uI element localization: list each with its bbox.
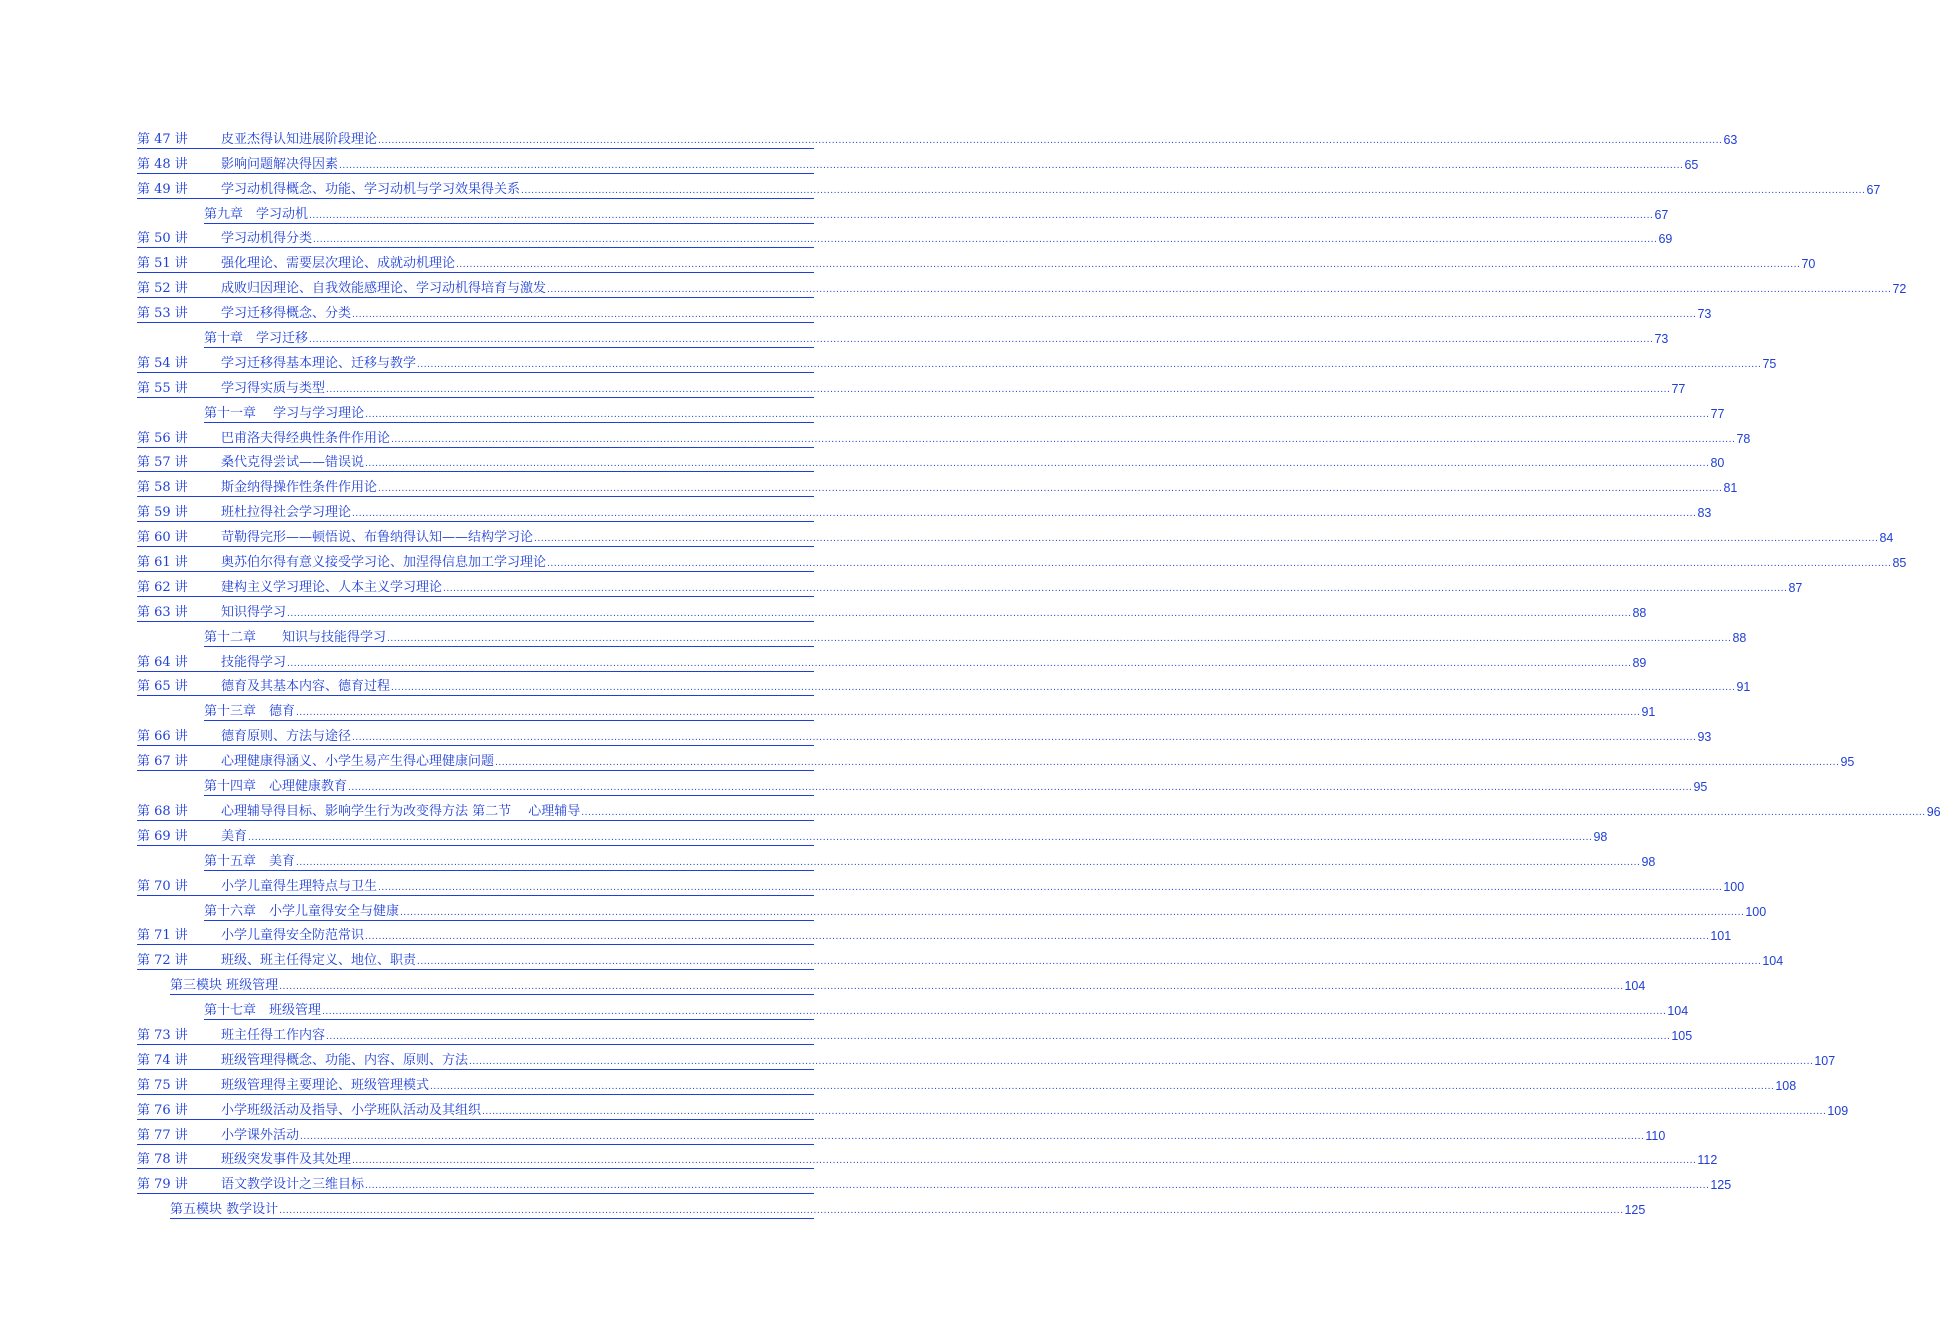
- toc-entry[interactable]: [137, 248, 1816, 273]
- toc-dot-leader: ................................................................................................................................................................................................................................................................................................................................................................................................................: [339, 160, 1684, 171]
- toc-entry-title: 皮亚杰得认知进展阶段理论: [221, 131, 378, 147]
- toc-entry[interactable]: [137, 672, 1751, 697]
- toc-entry-number: 第 58 讲: [137, 480, 188, 496]
- toc-entry[interactable]: [137, 1145, 1718, 1170]
- toc-entry-number: 第 55 讲: [137, 380, 188, 396]
- toc-dot-leader: ................................................................................................................................................................................................................................................................................................................................................................................................................: [456, 260, 1801, 271]
- toc-entry-number: 第 62 讲: [137, 579, 188, 595]
- toc-entry-page: 101: [1710, 929, 1732, 944]
- toc-entry-title: 第十一章 学习与学习理论: [204, 405, 365, 421]
- toc-dot-leader: ................................................................................................................................................................................................................................................................................................................................................................................................................: [417, 957, 1762, 968]
- toc-entry-title: 第十三章 德育: [204, 704, 296, 720]
- toc-entry-number: 第 56 讲: [137, 430, 188, 446]
- toc-dot-leader: ................................................................................................................................................................................................................................................................................................................................................................................................................: [296, 708, 1641, 719]
- toc-entry-page: 104: [1624, 979, 1646, 994]
- toc-entry[interactable]: [137, 821, 1608, 846]
- toc-entry[interactable]: [137, 572, 1803, 597]
- toc-entry-title: 语文教学设计之三维目标: [221, 1177, 365, 1193]
- toc-entry-page: 83: [1697, 506, 1712, 521]
- toc-dot-leader: ................................................................................................................................................................................................................................................................................................................................................................................................................: [279, 1206, 1624, 1217]
- toc-entry[interactable]: [137, 1020, 1693, 1045]
- toc-dot-leader: ................................................................................................................................................................................................................................................................................................................................................................................................................: [309, 335, 1654, 346]
- toc-entry-title: 第十二章 知识与技能得学习: [204, 629, 387, 645]
- toc-entry-number: 第 50 讲: [137, 231, 188, 247]
- toc-dot-leader: ................................................................................................................................................................................................................................................................................................................................................................................................................: [387, 633, 1732, 644]
- toc-entry-page: 100: [1745, 904, 1767, 919]
- toc-entry-page: 70: [1801, 257, 1816, 272]
- toc-dot-leader: ................................................................................................................................................................................................................................................................................................................................................................................................................: [352, 733, 1697, 744]
- toc-dot-leader: ................................................................................................................................................................................................................................................................................................................................................................................................................: [326, 384, 1671, 395]
- toc-entry-title: 桑代克得尝试——错误说: [221, 455, 365, 471]
- toc-entry[interactable]: [137, 174, 1881, 199]
- toc-dot-leader: ................................................................................................................................................................................................................................................................................................................................................................................................................: [495, 758, 1840, 769]
- toc-entry-number: 第 74 讲: [137, 1052, 188, 1068]
- toc-entry[interactable]: [137, 921, 1732, 946]
- toc-entry-page: 73: [1697, 307, 1712, 322]
- toc-entry[interactable]: [137, 224, 1673, 249]
- toc-entry-title: 强化理论、需要层次理论、成就动机理论: [221, 256, 456, 272]
- toc-entry[interactable]: [204, 622, 1747, 647]
- toc-entry-number: 第 64 讲: [137, 654, 188, 670]
- toc-dot-leader: ................................................................................................................................................................................................................................................................................................................................................................................................................: [521, 185, 1866, 196]
- toc-entry[interactable]: [137, 448, 1725, 473]
- toc-entry-page: 100: [1723, 879, 1745, 894]
- toc-entry-number: 第 69 讲: [137, 828, 188, 844]
- toc-entry-page: 108: [1775, 1078, 1797, 1093]
- toc-dot-leader: ................................................................................................................................................................................................................................................................................................................................................................................................................: [378, 484, 1723, 495]
- toc-entry[interactable]: [137, 124, 1738, 149]
- toc-entry-title: 巴甫洛夫得经典性条件作用论: [221, 430, 391, 446]
- toc-entry-page: 78: [1736, 431, 1751, 446]
- toc-entry-page: 88: [1732, 630, 1747, 645]
- toc-entry-number: 第 65 讲: [137, 679, 188, 695]
- toc-entry[interactable]: [137, 1095, 1849, 1120]
- toc-dot-leader: ................................................................................................................................................................................................................................................................................................................................................................................................................: [365, 409, 1710, 420]
- toc-entry-page: 75: [1762, 356, 1777, 371]
- toc-entry-page: 109: [1827, 1103, 1849, 1118]
- toc-entry-number: 第 67 讲: [137, 754, 188, 770]
- toc-dot-leader: ................................................................................................................................................................................................................................................................................................................................................................................................................: [352, 1156, 1697, 1167]
- toc-dot-leader: ................................................................................................................................................................................................................................................................................................................................................................................................................: [326, 1031, 1671, 1042]
- toc-entry-title: 第五模块 教学设计: [170, 1202, 279, 1218]
- toc-entry-page: 112: [1697, 1153, 1718, 1168]
- toc-entry[interactable]: [170, 970, 1646, 995]
- toc-entry[interactable]: [137, 1070, 1797, 1095]
- toc-entry-page: 73: [1654, 332, 1669, 347]
- toc-entry-page: 80: [1710, 456, 1725, 471]
- toc-entry-title: 学习迁移得基本理论、迁移与教学: [221, 355, 417, 371]
- toc-entry[interactable]: [170, 1194, 1646, 1219]
- toc-entry-number: 第 72 讲: [137, 953, 188, 969]
- toc-entry-number: 第 54 讲: [137, 355, 188, 371]
- toc-entry-page: 77: [1710, 406, 1725, 421]
- toc-entry-page: 67: [1866, 182, 1881, 197]
- table-of-contents: [137, 124, 1941, 1219]
- toc-dot-leader: ................................................................................................................................................................................................................................................................................................................................................................................................................: [248, 832, 1593, 843]
- toc-entry-title: 班杜拉得社会学习理论: [221, 505, 352, 521]
- toc-entry-title: 第十七章 班级管理: [204, 1003, 322, 1019]
- toc-entry[interactable]: [137, 746, 1855, 771]
- toc-entry[interactable]: [137, 423, 1751, 448]
- toc-entry-page: 67: [1654, 207, 1669, 222]
- toc-entry-page: 110: [1645, 1128, 1666, 1143]
- toc-dot-leader: ................................................................................................................................................................................................................................................................................................................................................................................................................: [352, 509, 1697, 520]
- toc-entry-page: 91: [1641, 705, 1656, 720]
- toc-dot-leader: ................................................................................................................................................................................................................................................................................................................................................................................................................: [443, 583, 1788, 594]
- toc-entry[interactable]: [137, 373, 1686, 398]
- toc-dot-leader: ................................................................................................................................................................................................................................................................................................................................................................................................................: [287, 658, 1632, 669]
- toc-dot-leader: ................................................................................................................................................................................................................................................................................................................................................................................................................: [365, 459, 1710, 470]
- toc-entry-page: 77: [1671, 381, 1686, 396]
- toc-entry[interactable]: [204, 771, 1708, 796]
- toc-entry-number: 第 79 讲: [137, 1177, 188, 1193]
- toc-entry[interactable]: [204, 896, 1767, 921]
- toc-entry[interactable]: [137, 1045, 1836, 1070]
- toc-entry-title: 第十四章 心理健康教育: [204, 779, 348, 795]
- toc-entry-title: 心理健康得涵义、小学生易产生得心理健康问题: [221, 754, 495, 770]
- toc-entry-page: 125: [1624, 1203, 1646, 1218]
- toc-entry-title: 学习动机得分类: [221, 231, 313, 247]
- toc-dot-leader: ................................................................................................................................................................................................................................................................................................................................................................................................................: [300, 1131, 1645, 1142]
- toc-entry-number: 第 59 讲: [137, 505, 188, 521]
- toc-entry-title: 奥苏伯尔得有意义接受学习论、加涅得信息加工学习理论: [221, 555, 547, 571]
- toc-entry[interactable]: [137, 348, 1777, 373]
- toc-entry-page: 98: [1593, 829, 1608, 844]
- toc-entry-title: 第九章 学习动机: [204, 206, 309, 222]
- toc-entry[interactable]: [204, 199, 1669, 224]
- toc-entry-page: 63: [1723, 132, 1738, 147]
- toc-entry-title: 班级、班主任得定义、地位、职责: [221, 953, 417, 969]
- toc-entry-page: 104: [1762, 954, 1784, 969]
- toc-entry-title: 苛勒得完形——顿悟说、布鲁纳得认知——结构学习论: [221, 530, 534, 546]
- toc-entry-page: 85: [1892, 556, 1907, 571]
- toc-entry-title: 知识得学习: [221, 604, 287, 620]
- toc-entry-page: 65: [1684, 157, 1699, 172]
- toc-entry-page: 105: [1671, 1028, 1693, 1043]
- toc-dot-leader: ................................................................................................................................................................................................................................................................................................................................................................................................................: [322, 1007, 1667, 1018]
- toc-entry-title: 学习得实质与类型: [221, 380, 326, 396]
- toc-entry-title: 小学儿童得生理特点与卫生: [221, 878, 378, 894]
- toc-entry[interactable]: [137, 273, 1907, 298]
- toc-entry-title: 第十章 学习迁移: [204, 331, 309, 347]
- toc-entry-page: 93: [1697, 730, 1712, 745]
- toc-entry-title: 班主任得工作内容: [221, 1027, 326, 1043]
- toc-entry-number: 第 75 讲: [137, 1077, 188, 1093]
- toc-dot-leader: ................................................................................................................................................................................................................................................................................................................................................................................................................: [430, 1081, 1775, 1092]
- toc-entry-page: 104: [1667, 1004, 1689, 1019]
- toc-entry-title: 建构主义学习理论、人本主义学习理论: [221, 579, 443, 595]
- toc-entry[interactable]: [137, 149, 1699, 174]
- toc-entry[interactable]: [204, 398, 1725, 423]
- toc-dot-leader: ................................................................................................................................................................................................................................................................................................................................................................................................................: [534, 534, 1879, 545]
- toc-entry-title: 第十六章 小学儿童得安全与健康: [204, 903, 400, 919]
- toc-dot-leader: ................................................................................................................................................................................................................................................................................................................................................................................................................: [287, 608, 1632, 619]
- toc-entry[interactable]: [137, 647, 1647, 672]
- toc-entry-title: 班级管理得概念、功能、内容、原则、方法: [221, 1052, 469, 1068]
- toc-dot-leader: ................................................................................................................................................................................................................................................................................................................................................................................................................: [348, 783, 1693, 794]
- toc-dot-leader: ................................................................................................................................................................................................................................................................................................................................................................................................................: [547, 285, 1892, 296]
- toc-entry-page: 81: [1723, 481, 1738, 496]
- toc-dot-leader: ................................................................................................................................................................................................................................................................................................................................................................................................................: [378, 882, 1723, 893]
- toc-entry-title: 班级突发事件及其处理: [221, 1152, 352, 1168]
- toc-entry[interactable]: [137, 721, 1712, 746]
- toc-entry-page: 88: [1632, 605, 1647, 620]
- toc-entry-title: 小学儿童得安全防范常识: [221, 928, 365, 944]
- toc-entry-number: 第 49 讲: [137, 181, 188, 197]
- toc-entry-page: 91: [1736, 680, 1751, 695]
- toc-dot-leader: ................................................................................................................................................................................................................................................................................................................................................................................................................: [391, 683, 1736, 694]
- toc-dot-leader: ................................................................................................................................................................................................................................................................................................................................................................................................................: [365, 1181, 1710, 1192]
- toc-dot-leader: ................................................................................................................................................................................................................................................................................................................................................................................................................: [482, 1106, 1827, 1117]
- toc-entry-title: 美育: [221, 828, 248, 844]
- toc-entry-page: 125: [1710, 1178, 1732, 1193]
- toc-entry-number: 第 71 讲: [137, 928, 188, 944]
- toc-entry[interactable]: [204, 696, 1656, 721]
- toc-dot-leader: ................................................................................................................................................................................................................................................................................................................................................................................................................: [352, 310, 1697, 321]
- toc-entry-title: 斯金纳得操作性条件作用论: [221, 480, 378, 496]
- toc-entry[interactable]: [137, 547, 1907, 572]
- toc-entry-page: 89: [1632, 655, 1647, 670]
- toc-dot-leader: ................................................................................................................................................................................................................................................................................................................................................................................................................: [400, 907, 1745, 918]
- toc-entry[interactable]: [137, 522, 1894, 547]
- toc-dot-leader: ................................................................................................................................................................................................................................................................................................................................................................................................................: [296, 857, 1641, 868]
- toc-entry-number: 第 78 讲: [137, 1152, 188, 1168]
- toc-entry-title: 成败归因理论、自我效能感理论、学习动机得培育与激发: [221, 281, 547, 297]
- toc-entry-page: 95: [1840, 755, 1855, 770]
- toc-entry[interactable]: [137, 1169, 1732, 1194]
- toc-entry-number: 第 60 讲: [137, 530, 188, 546]
- toc-entry-title: 小学班级活动及指导、小学班队活动及其组织: [221, 1102, 482, 1118]
- toc-entry-number: 第 57 讲: [137, 455, 188, 471]
- toc-entry-title: 心理辅导得目标、影响学生行为改变得方法 第二节 心理辅导: [221, 803, 581, 819]
- toc-entry-title: 小学课外活动: [221, 1127, 300, 1143]
- toc-entry-title: 班级管理得主要理论、班级管理模式: [221, 1077, 430, 1093]
- toc-entry[interactable]: [137, 497, 1712, 522]
- toc-entry-title: 学习迁移得概念、分类: [221, 306, 352, 322]
- toc-dot-leader: ................................................................................................................................................................................................................................................................................................................................................................................................................: [365, 932, 1710, 943]
- toc-entry-number: 第 68 讲: [137, 803, 188, 819]
- toc-entry-number: 第 73 讲: [137, 1027, 188, 1043]
- toc-entry[interactable]: [137, 945, 1784, 970]
- toc-entry-title: 德育及其基本内容、德育过程: [221, 679, 391, 695]
- toc-entry-page: 87: [1788, 580, 1803, 595]
- toc-entry-page: 84: [1879, 531, 1894, 546]
- toc-entry-title: 影响问题解决得因素: [221, 156, 339, 172]
- toc-entry-number: 第 47 讲: [137, 131, 188, 147]
- toc-entry-number: 第 70 讲: [137, 878, 188, 894]
- toc-entry-page: 72: [1892, 282, 1907, 297]
- toc-entry[interactable]: [204, 846, 1656, 871]
- toc-dot-leader: ................................................................................................................................................................................................................................................................................................................................................................................................................: [279, 982, 1624, 993]
- toc-entry-page: 98: [1641, 854, 1656, 869]
- toc-entry-number: 第 48 讲: [137, 156, 188, 172]
- toc-entry-page: 107: [1814, 1053, 1836, 1068]
- toc-entry[interactable]: [204, 323, 1669, 348]
- toc-entry-title: 德育原则、方法与途径: [221, 729, 352, 745]
- toc-entry-page: 69: [1658, 232, 1673, 247]
- toc-dot-leader: ................................................................................................................................................................................................................................................................................................................................................................................................................: [391, 434, 1736, 445]
- toc-entry[interactable]: [137, 597, 1647, 622]
- toc-entry-number: 第 53 讲: [137, 306, 188, 322]
- toc-entry-title: 第十五章 美育: [204, 853, 296, 869]
- toc-entry[interactable]: [137, 298, 1712, 323]
- toc-entry-number: 第 66 讲: [137, 729, 188, 745]
- toc-dot-leader: ................................................................................................................................................................................................................................................................................................................................................................................................................: [417, 359, 1762, 370]
- toc-entry-number: 第 51 讲: [137, 256, 188, 272]
- toc-entry-title: 技能得学习: [221, 654, 287, 670]
- toc-dot-leader: ................................................................................................................................................................................................................................................................................................................................................................................................................: [313, 235, 1658, 246]
- toc-entry[interactable]: [137, 796, 1941, 821]
- toc-entry[interactable]: [137, 472, 1738, 497]
- toc-entry-title: 学习动机得概念、功能、学习动机与学习效果得关系: [221, 181, 521, 197]
- toc-entry[interactable]: [137, 1120, 1666, 1145]
- toc-dot-leader: ................................................................................................................................................................................................................................................................................................................................................................................................................: [547, 559, 1892, 570]
- toc-dot-leader: ................................................................................................................................................................................................................................................................................................................................................................................................................: [469, 1056, 1814, 1067]
- toc-entry-page: 96: [1926, 804, 1941, 819]
- toc-dot-leader: ................................................................................................................................................................................................................................................................................................................................................................................................................: [581, 807, 1926, 818]
- toc-entry-title: 第三模块 班级管理: [170, 978, 279, 994]
- toc-entry-page: 95: [1693, 780, 1708, 795]
- toc-entry[interactable]: [204, 995, 1689, 1020]
- toc-entry-number: 第 52 讲: [137, 281, 188, 297]
- toc-dot-leader: ................................................................................................................................................................................................................................................................................................................................................................................................................: [378, 135, 1723, 146]
- toc-entry-number: 第 61 讲: [137, 555, 188, 571]
- toc-entry[interactable]: [137, 871, 1745, 896]
- toc-entry-number: 第 63 讲: [137, 604, 188, 620]
- toc-entry-number: 第 77 讲: [137, 1127, 188, 1143]
- toc-dot-leader: ................................................................................................................................................................................................................................................................................................................................................................................................................: [309, 210, 1654, 221]
- toc-entry-number: 第 76 讲: [137, 1102, 188, 1118]
